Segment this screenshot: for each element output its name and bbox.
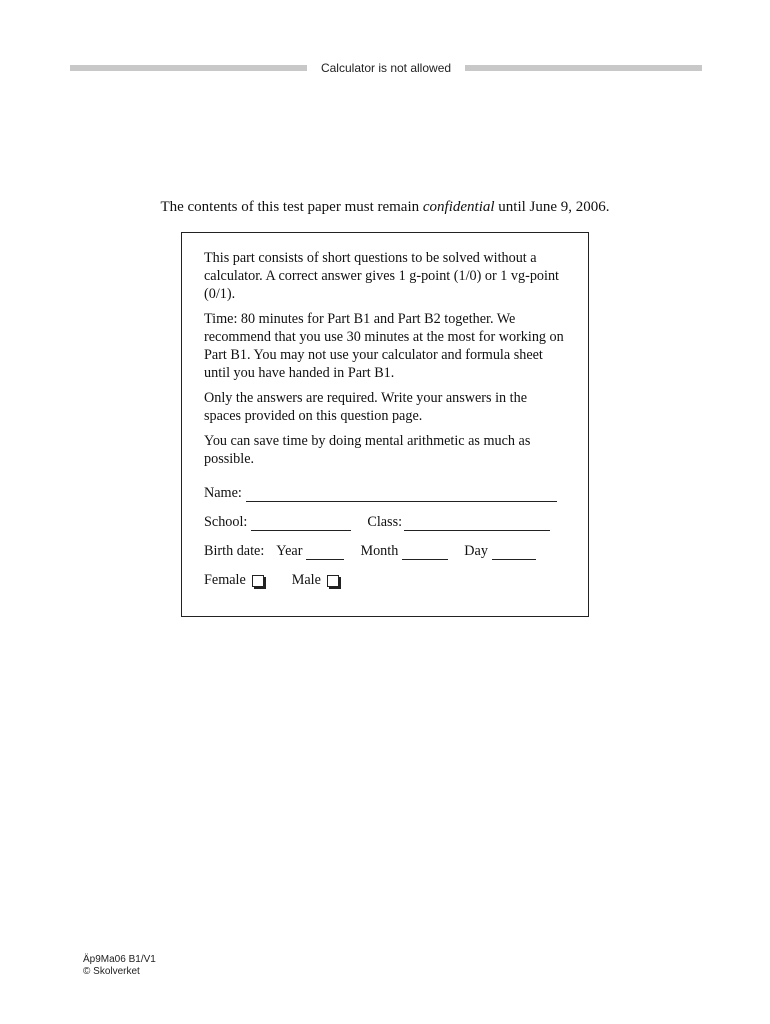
info-paragraph-4: You can save time by doing mental arithmetic as much as possible. [204,433,531,467]
header-rule-right [465,65,702,71]
notice-after: until June 9, 2006. [494,199,610,215]
name-field[interactable] [246,487,557,502]
info-paragraph-2: Time: 80 minutes for Part B1 and Part B2 together. We recommend that you use 30 minutes at the most for working on Part B1. You may not use your calculator and formula sheet until you have handed in Part B1. [204,311,564,381]
info-paragraph-1: This part consists of short questions to be solved without a calculator. A correct answer gives 1 g-point (1/0) or 1 vg-point (0/1). [204,250,559,302]
name-label: Name: [204,485,242,501]
day-field[interactable] [492,545,536,560]
male-label: Male [291,572,321,588]
notice-before: The contents of this test paper must remain [160,199,423,215]
notice-emphasis: confidential [422,199,495,215]
day-label: Day [464,543,488,559]
year-label: Year [276,543,303,559]
female-label: Female [204,572,246,588]
month-label: Month [360,543,399,559]
male-checkbox[interactable] [327,575,339,587]
copyright: © Skolverket [83,966,140,977]
header-bar [70,62,702,74]
year-field[interactable] [306,545,344,560]
school-row [204,513,566,531]
school-label: School: [204,514,248,530]
name-row [204,484,566,502]
header-rule-left [70,65,307,71]
gender-row [204,571,566,589]
school-field[interactable] [251,516,351,531]
month-field[interactable] [402,545,448,560]
female-checkbox[interactable] [252,575,264,587]
document-code: Äp9Ma06 B1/V1 [83,954,156,965]
class-field[interactable] [404,516,550,531]
info-paragraph-3: Only the answers are required. Write your answers in the spaces provided on this question page. [204,390,528,424]
info-box [181,232,589,617]
footer [83,954,156,978]
confidential-notice [0,199,770,216]
class-label: Class: [367,514,403,530]
birth-date-row [204,542,566,560]
birth-date-label: Birth date: [204,543,265,559]
header-label: Calculator is not allowed [320,61,452,75]
